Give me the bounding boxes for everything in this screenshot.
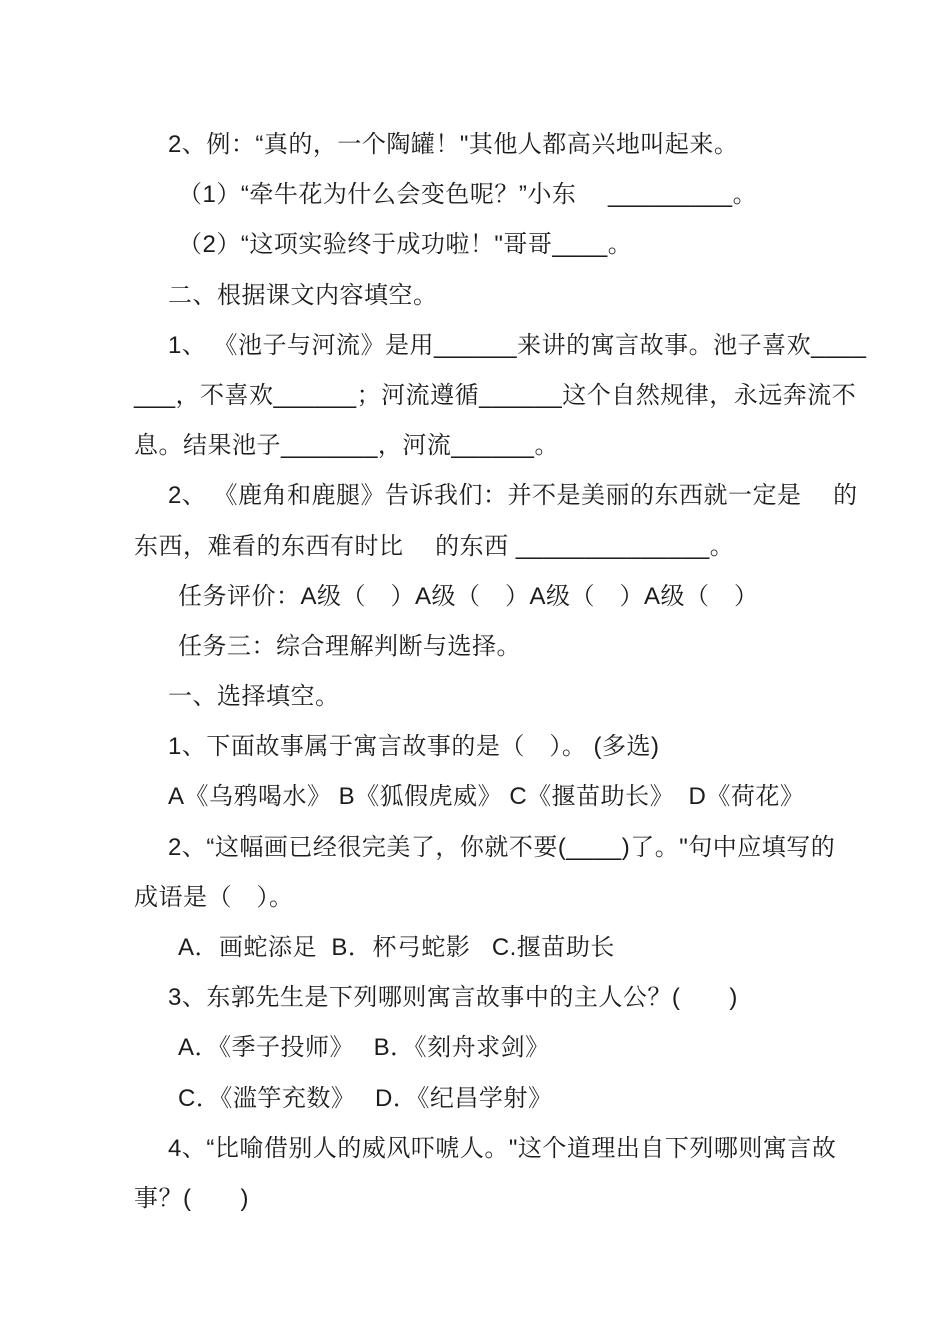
text-line: 东西，难看的东西有时比 的东西 ______________。	[134, 532, 735, 560]
question-line: 3、东郭先生是下列哪则寓言故事中的主人公？( )	[168, 984, 738, 1012]
section-heading: 一、选择填空。	[168, 683, 340, 711]
text-line: 息。结果池子_______，河流______。	[134, 432, 560, 460]
text-line: （2）“这项实验终于成功啦！"哥哥____。	[178, 231, 633, 259]
section-heading: 任务三：综合理解判断与选择。	[178, 632, 521, 660]
text-line: 2、 《鹿角和鹿腿》告诉我们：并不是美丽的东西就一定是 的	[168, 482, 858, 510]
text-line: ___，不喜欢______；河流遵循______这个自然规律，永远奔流不	[134, 381, 857, 409]
section-heading: 二、根据课文内容填空。	[168, 281, 438, 309]
options-line: A《乌鸦喝水》 B《狐假虎威》 C《揠苗助长》 D《荷花》	[168, 783, 805, 811]
options-line: A．画蛇添足 B．杯弓蛇影 C.揠苗助长	[178, 934, 615, 961]
text-line: 1、 《池子与河流》是用______来讲的寓言故事。池子喜欢____	[168, 331, 867, 359]
text-line: （1）“牵牛花为什么会变色呢？”小东 _________。	[178, 181, 758, 209]
question-line: 2、“这幅画已经很完美了，你就不要(____)了。"句中应填写的	[168, 833, 836, 861]
options-line: A．《季子投师》 B．《刻舟求剑》	[178, 1034, 550, 1062]
text-line: 事？( )	[134, 1184, 249, 1212]
task-evaluation-line: 任务评价：A级（ ）A级（ ）A级（ ）A级（ ）	[178, 582, 759, 610]
question-line: 4、“比喻借别人的威风吓唬人。"这个道理出自下列哪则寓言故	[168, 1134, 837, 1162]
options-line: C．《滥竽充数》 D．《纪昌学射》	[178, 1084, 553, 1112]
text-line: 成语是（ ）。	[134, 883, 294, 911]
question-line: 1、下面故事属于寓言故事的是（ ）。 (多选)	[168, 733, 660, 761]
text-line: 2、例：“真的，一个陶罐！"其他人都高兴地叫起来。	[168, 131, 739, 158]
